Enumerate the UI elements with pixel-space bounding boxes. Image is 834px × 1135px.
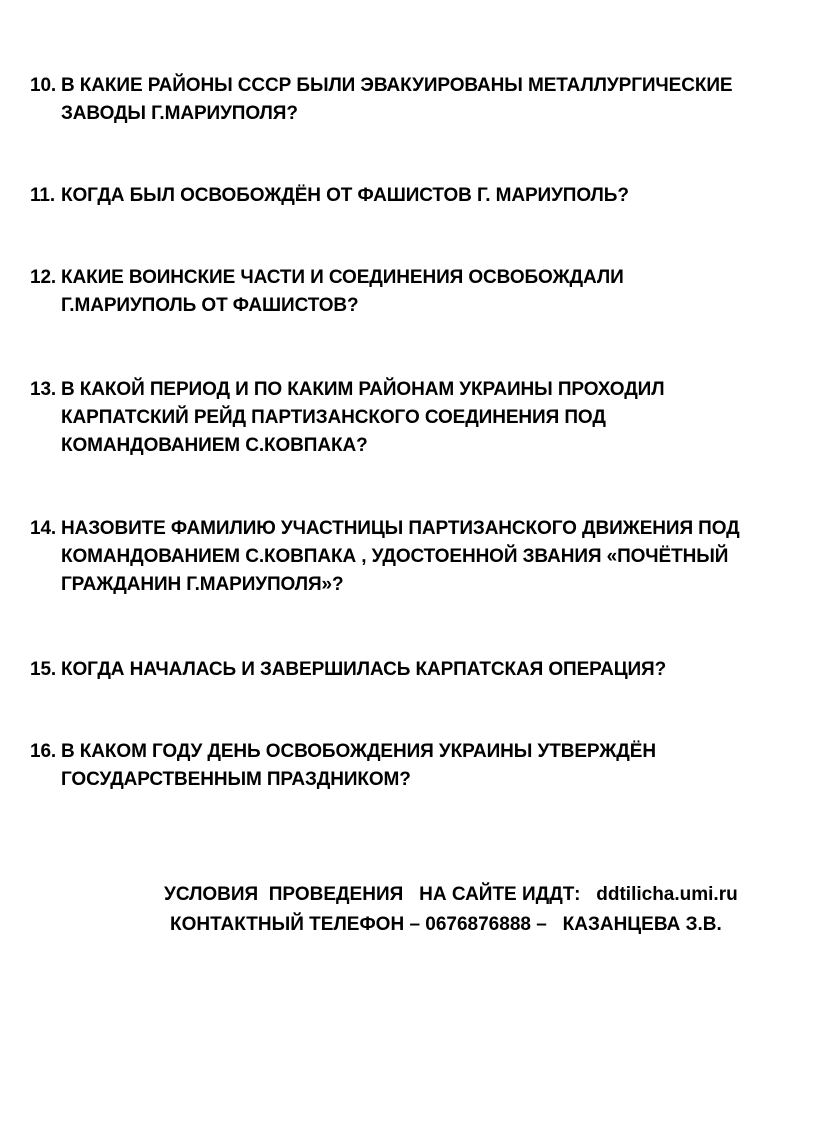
question-14 <box>30 515 820 599</box>
question-text: В КАКОЙ ПЕРИОД И ПО КАКИМ РАЙОНАМ УКРАИНЫ ПРОХОДИЛ КАРПАТСКИЙ РЕЙД ПАРТИЗАНСКОГО СОЕДИНЕНИЯ ПОД КОМАНДОВАНИЕМ С.КОВПАКА? <box>61 379 665 456</box>
question-number: 10. <box>30 75 57 96</box>
question-number: 13. <box>30 379 57 400</box>
question-text: КОГДА БЫЛ ОСВОБОЖДЁН ОТ ФАШИСТОВ Г. МАРИУПОЛЬ? <box>61 185 629 206</box>
question-10 <box>30 72 820 128</box>
conditions-label: УСЛОВИЯ ПРОВЕДЕНИЯ НА САЙТЕ ИДДТ: <box>164 884 597 905</box>
question-text: НАЗОВИТЕ ФАМИЛИЮ УЧАСТНИЦЫ ПАРТИЗАНСКОГО ДВИЖЕНИЯ ПОД КОМАНДОВАНИЕМ С.КОВПАКА , УДОСТОЕННОЙ ЗВАНИЯ «ПОЧЁТНЫЙ ГРАЖДАНИН Г.МАРИУПОЛЯ»? <box>61 518 740 595</box>
question-15 <box>30 656 820 684</box>
question-number: 14. <box>30 518 57 539</box>
question-16 <box>30 738 820 794</box>
question-text: В КАКИЕ РАЙОНЫ СССР БЫЛИ ЭВАКУИРОВАНЫ МЕТАЛЛУРГИЧЕСКИЕ ЗАВОДЫ Г.МАРИУПОЛЯ? <box>61 75 733 124</box>
question-text: КОГДА НАЧАЛАСЬ И ЗАВЕРШИЛАСЬ КАРПАТСКАЯ ОПЕРАЦИЯ? <box>61 659 667 680</box>
contact-line: КОНТАКТНЫЙ ТЕЛЕФОН – 0676876888 – КАЗАНЦЕВА З.В. <box>170 914 722 935</box>
site-link[interactable]: ddtilicha.umi.ru <box>596 884 738 905</box>
conditions-line <box>164 880 738 910</box>
question-11 <box>30 182 820 210</box>
question-number: 11. <box>30 185 56 206</box>
question-13 <box>30 376 820 460</box>
question-12 <box>30 264 820 320</box>
question-number: 16. <box>30 741 57 762</box>
question-number: 15. <box>30 659 57 680</box>
question-text: КАКИЕ ВОИНСКИЕ ЧАСТИ И СОЕДИНЕНИЯ ОСВОБОЖДАЛИ Г.МАРИУПОЛЬ ОТ ФАШИСТОВ? <box>61 267 624 316</box>
question-number: 12. <box>30 267 57 288</box>
question-text: В КАКОМ ГОДУ ДЕНЬ ОСВОБОЖДЕНИЯ УКРАИНЫ УТВЕРЖДЁН ГОСУДАРСТВЕННЫМ ПРАЗДНИКОМ? <box>61 741 656 790</box>
